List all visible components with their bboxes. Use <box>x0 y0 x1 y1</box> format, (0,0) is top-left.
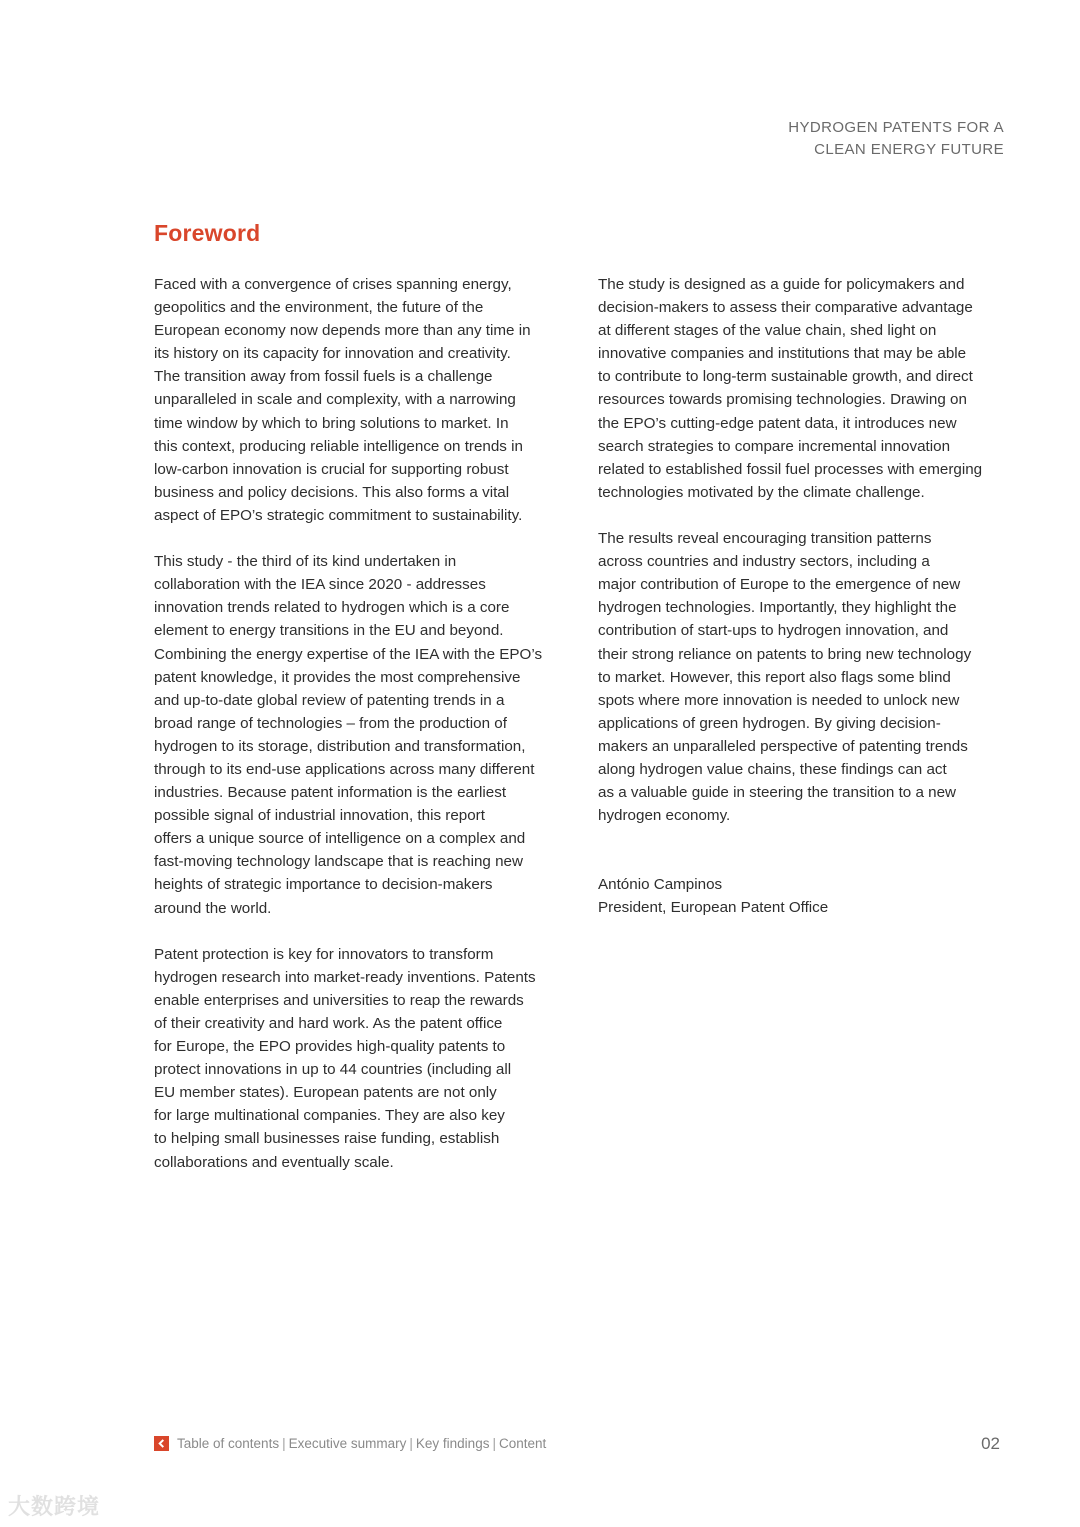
text-line: hydrogen technologies. Importantly, they highlight the <box>598 599 957 617</box>
text-line: major contribution of Europe to the emergence of new <box>598 576 961 594</box>
footer-separator: | <box>492 1436 496 1451</box>
text-line: unparalleled in scale and complexity, with a narrowing <box>154 391 516 409</box>
text-line: the EPO’s cutting-edge patent data, it introduces new <box>598 414 957 432</box>
text-line: The transition away from fossil fuels is a challenge <box>154 368 493 386</box>
signature-block <box>598 873 1008 919</box>
text-line: related to established fossil fuel processes with emerging <box>598 460 983 478</box>
footer-separator: | <box>282 1436 286 1451</box>
text-line: patent knowledge, it provides the most comprehensive <box>154 668 521 686</box>
running-header-line-2: CLEAN ENERGY FUTURE <box>814 141 1004 158</box>
text-line: for large multinational companies. They are also key <box>154 1107 505 1125</box>
signature-role: President, European Patent Office <box>598 899 829 917</box>
text-line: collaboration with the IEA since 2020 - addresses <box>154 576 486 594</box>
text-line: Faced with a convergence of crises spanning energy, <box>154 276 512 293</box>
text-line: their strong reliance on patents to bring new technology <box>598 645 972 663</box>
footer-separator: | <box>409 1436 413 1451</box>
text-line: hydrogen economy. <box>598 807 731 825</box>
text-line: Combining the energy expertise of the IEA with the EPO’s <box>154 645 543 663</box>
text-line: makers an unparalleled perspective of patenting trends <box>598 737 968 755</box>
text-line: geopolitics and the environment, the future of the <box>154 299 484 317</box>
footer-link-content[interactable]: Content <box>498 1436 547 1451</box>
running-header-line-1: HYDROGEN PATENTS FOR A <box>788 119 1004 136</box>
text-line: decision-makers to assess their comparative advantage <box>598 299 973 317</box>
text-line: contribution of start-ups to hydrogen innovation, and <box>598 622 949 640</box>
text-line: as a valuable guide in steering the transition to a new <box>598 784 956 802</box>
text-line: EU member states). European patents are not only <box>154 1084 497 1102</box>
text-line: technologies motivated by the climate challenge. <box>598 483 925 501</box>
text-line: hydrogen to its storage, distribution and transformation, <box>154 737 526 755</box>
right-column-paragraph <box>598 273 1008 504</box>
text-line: Patent protection is key for innovators to transform <box>154 945 494 963</box>
text-line: This study - the third of its kind undertaken in <box>154 553 457 571</box>
back-arrow-button[interactable] <box>154 1436 169 1451</box>
text-line: and up-to-date global review of patenting trends in a <box>154 691 505 709</box>
text-line: protect innovations in up to 44 countries (including all <box>154 1061 512 1079</box>
text-line: time window by which to bring solutions to market. In <box>154 414 509 432</box>
text-line: enable enterprises and universities to reap the rewards <box>154 991 524 1009</box>
text-line: resources towards promising technologies. Drawing on <box>598 391 967 409</box>
right-column-paragraph <box>598 527 1008 827</box>
chevron-left-icon <box>157 1439 166 1448</box>
text-line: hydrogen research into market-ready inventions. Patents <box>154 968 536 986</box>
signature-name: António Campinos <box>598 876 723 894</box>
text-line: this context, producing reliable intelligence on trends in <box>154 437 523 455</box>
text-line: to helping small businesses raise funding, establish <box>154 1130 500 1148</box>
text-line: The study is designed as a guide for policymakers and <box>598 276 965 293</box>
text-line: innovation trends related to hydrogen which is a core <box>154 599 510 617</box>
text-line: element to energy transitions in the EU and beyond. <box>154 622 504 640</box>
text-line: search strategies to compare incremental innovation <box>598 437 951 455</box>
text-line: fast-moving technology landscape that is reaching new <box>154 853 523 871</box>
left-column <box>154 273 564 1174</box>
footer-nav <box>154 1436 546 1451</box>
text-line: possible signal of industrial innovation, this report <box>154 807 485 825</box>
footer-link-key-findings[interactable]: Key findings <box>415 1436 490 1451</box>
page-number: 02 <box>981 1434 1000 1453</box>
text-line: broad range of technologies – from the production of <box>154 714 507 732</box>
text-line: spots where more innovation is needed to unlock new <box>598 691 960 709</box>
left-column-paragraph <box>154 273 564 527</box>
text-line: around the world. <box>154 899 272 917</box>
text-line: its history on its capacity for innovation and creativity. <box>154 345 511 363</box>
text-line: offers a unique source of intelligence on a complex and <box>154 830 526 848</box>
text-line: innovative companies and institutions that may be able <box>598 345 967 363</box>
text-line: through to its end-use applications across many different <box>154 760 535 778</box>
text-line: European economy now depends more than any time in <box>154 322 531 340</box>
text-line: low-carbon innovation is crucial for supporting robust <box>154 460 509 478</box>
text-line: at different stages of the value chain, shed light on <box>598 322 937 340</box>
text-line: aspect of EPO’s strategic commitment to sustainability. <box>154 506 523 524</box>
footer-link-executive-summary[interactable]: Executive summary <box>288 1436 407 1451</box>
page-title: Foreword <box>154 220 261 246</box>
watermark-logo: 大数跨境 <box>8 1494 101 1519</box>
text-line: heights of strategic importance to decision-makers <box>154 876 493 894</box>
text-line: The results reveal encouraging transition patterns <box>598 530 932 548</box>
text-line: for Europe, the EPO provides high-quality patents to <box>154 1038 506 1056</box>
text-line: collaborations and eventually scale. <box>154 1153 394 1171</box>
text-line: applications of green hydrogen. By giving decision- <box>598 714 941 732</box>
left-column-paragraph <box>154 943 564 1174</box>
running-header <box>788 117 1004 161</box>
text-line: to market. However, this report also flags some blind <box>598 668 951 686</box>
text-line: business and policy decisions. This also forms a vital <box>154 483 510 501</box>
text-line: along hydrogen value chains, these findings can act <box>598 760 947 778</box>
footer-link-table-of-contents[interactable]: Table of contents <box>177 1436 280 1451</box>
text-line: to contribute to long-term sustainable growth, and direct <box>598 368 973 386</box>
text-line: of their creativity and hard work. As the patent office <box>154 1015 503 1032</box>
left-column-paragraph <box>154 550 564 920</box>
text-line: industries. Because patent information is the earliest <box>154 784 507 802</box>
text-line: across countries and industry sectors, including a <box>598 553 930 571</box>
right-column <box>598 273 1008 919</box>
